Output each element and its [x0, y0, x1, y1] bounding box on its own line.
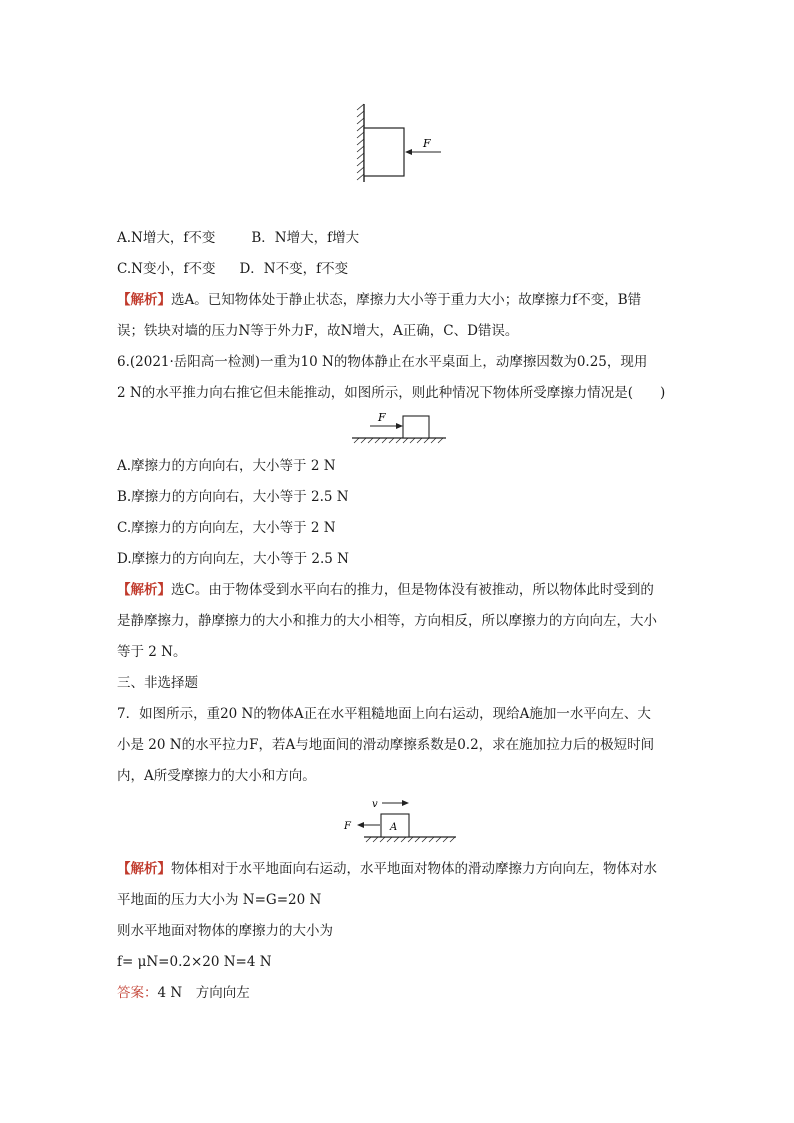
analysis-tag: 【解析】: [117, 582, 171, 598]
q6-stem-line1: 6.(2021·岳阳高一检测)一重为10 N的物体静止在水平桌面上，动摩擦因数为0.25，现用: [117, 354, 648, 370]
answer-line: [117, 983, 250, 1003]
q7-analysis-line2: 平地面的压力大小为 N=G=20 N: [117, 892, 322, 908]
answer-text: 4 N 方向向左: [157, 985, 250, 1001]
pushed-block-figure: [350, 408, 450, 444]
q5-options-row1: [117, 228, 359, 248]
q6-analysis-line1: 【解析】选C。由于物体受到水平向右的推力，但是物体没有被推动，所以物体此时受到的: [117, 582, 654, 598]
block-a-label: A: [390, 822, 398, 833]
q6-analysis-line2: 是静摩擦力，静摩擦力的大小和推力的大小相等，方向相反，所以摩擦力的方向向左，大小: [117, 613, 657, 629]
q7-stem-line3: 内，A所受摩擦力的大小和方向。: [117, 768, 316, 784]
moving-block-figure: [340, 798, 460, 844]
q6-option-d: D.摩擦力的方向向左，大小等于 2.5 N: [117, 551, 349, 567]
option-c: C.N变小，f不变: [117, 261, 216, 277]
velocity-label: v: [372, 799, 378, 810]
q7-analysis-line3: 则水平地面对物体的摩擦力的大小为: [117, 923, 333, 939]
q6-stem-line2: 2 N的水平推力向右推它但未能推动，如图所示，则此种情况下物体所受摩擦力情况是( ): [117, 385, 666, 401]
q5-analysis-line1: 【解析】选A。已知物体处于静止状态，摩擦力大小等于重力大小；故摩擦力f不变，B错: [117, 292, 642, 308]
fig3-force-label: F: [344, 821, 351, 832]
q7-analysis-line4: f= μN=0.2×20 N=4 N: [117, 954, 272, 970]
analysis-tag: 【解析】: [117, 292, 171, 308]
wall-block-figure: [355, 100, 455, 185]
option-b: B．N增大，f增大: [251, 230, 360, 246]
fig1-force-label: F: [423, 137, 431, 150]
section-title: 三、非选择题: [117, 675, 198, 691]
q5-analysis-line2: 误；铁块对墙的压力N等于外力F，故N增大，A正确，C、D错误。: [117, 323, 519, 339]
analysis-tag: 【解析】: [117, 861, 171, 877]
q6-option-c: C.摩擦力的方向向左，大小等于 2 N: [117, 520, 336, 536]
q6-option-b: B.摩擦力的方向向右，大小等于 2.5 N: [117, 489, 349, 505]
q6-analysis-line3: 等于 2 N。: [117, 644, 187, 660]
q7-stem-line1: 7．如图所示，重20 N的物体A正在水平粗糙地面上向右运动，现给A施加一水平向左、大: [117, 706, 651, 722]
option-d: D．N不变，f不变: [239, 261, 349, 277]
q5-options-row2: [117, 259, 348, 279]
fig2-force-label: F: [378, 411, 386, 424]
q6-option-a: A.摩擦力的方向向右，大小等于 2 N: [117, 458, 336, 474]
q7-stem-line2: 小是 20 N的水平拉力F，若A与地面间的滑动摩擦系数是0.2，求在施加拉力后的极短时间: [117, 737, 655, 753]
answer-tag: 答案：: [117, 985, 158, 1001]
q7-analysis-line1: 【解析】物体相对于水平地面向右运动，水平地面对物体的滑动摩擦力方向向左，物体对水: [117, 861, 657, 877]
option-a: A.N增大，f不变: [117, 230, 216, 246]
